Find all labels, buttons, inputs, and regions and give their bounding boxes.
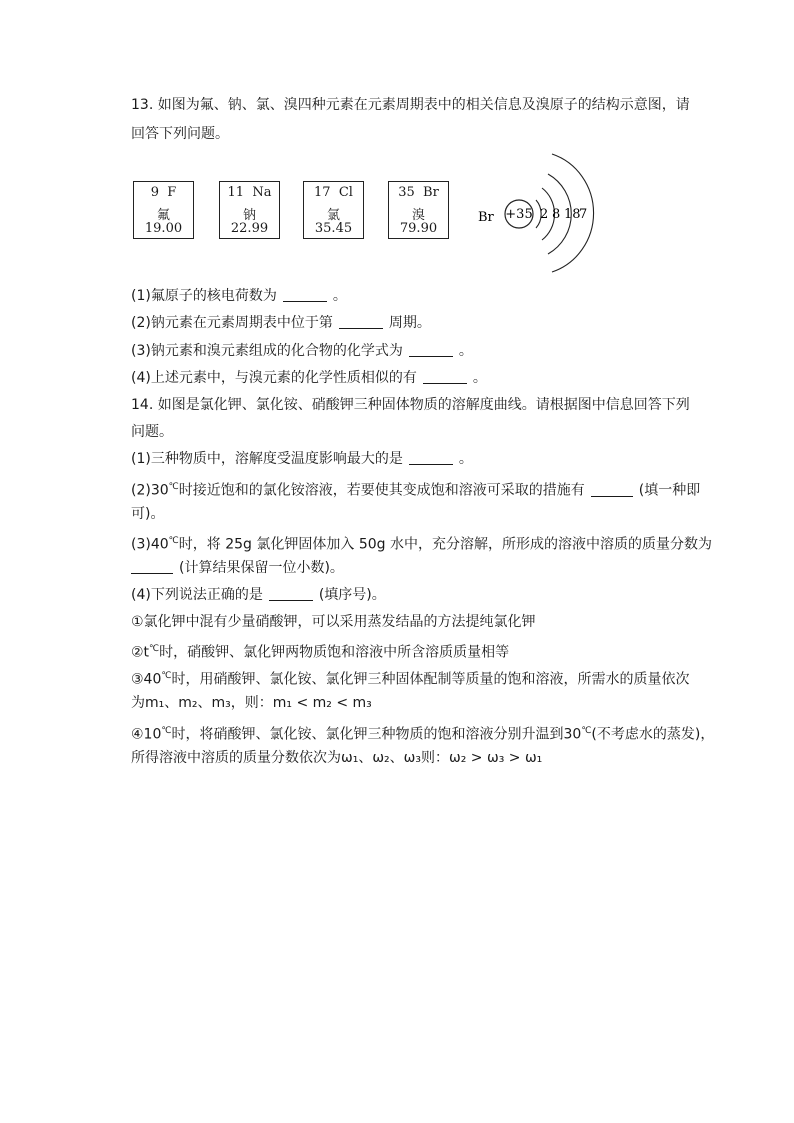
element-name: 氯	[326, 208, 340, 223]
shell-electrons-3: 18	[564, 207, 581, 222]
answer-blank[interactable]	[269, 586, 313, 601]
element-name: 钠	[242, 208, 256, 223]
answer-blank[interactable]	[591, 482, 633, 497]
q14-option-2: ②t℃时，硝酸钾、氯化钾两物质饱和溶液中所含溶质质量相等	[131, 644, 510, 661]
element-symbol: Br	[423, 185, 439, 200]
atomic-mass: 22.99	[230, 221, 269, 236]
answer-blank[interactable]	[131, 559, 173, 574]
q14-sub3-line2: (计算结果保留一位小数)。	[131, 558, 344, 578]
atomic-number: 9	[150, 185, 159, 200]
element-symbol: Cl	[338, 185, 353, 200]
element-card-na	[219, 181, 280, 239]
shell-electrons-2: 8	[552, 207, 561, 222]
element-name: 溴	[411, 208, 425, 223]
answer-blank[interactable]	[423, 369, 467, 384]
q13-sub3: (3)钠元素和溴元素组成的化合物的化学式为 。	[131, 343, 473, 359]
q14-option-4-line2: 所得溶液中溶质的质量分数依次为ω₁、ω₂、ω₃则：ω₂ > ω₃ > ω₁	[131, 750, 543, 766]
atomic-number: 11	[227, 185, 245, 200]
q14-sub2-line2: 可)。	[131, 506, 165, 522]
q13-sub1: (1)氟原子的核电荷数为 。	[131, 288, 347, 304]
q14-sub2: (2)30℃时接近饱和的氯化铵溶液，若要使其变成饱和溶液可采取的措施有 (填一种即	[131, 482, 701, 499]
atomic-mass: 35.45	[314, 221, 353, 236]
atomic-mass: 19.00	[144, 221, 183, 236]
answer-blank[interactable]	[339, 314, 383, 329]
element-card-f	[133, 181, 194, 239]
q14-option-3-line2: 为m₁、m₂、m₃，则：m₁ < m₂ < m₃	[131, 695, 372, 711]
q14-option-3: ③40℃时，用硝酸钾、氯化铵、氯化钾三种固体配制等质量的饱和溶液，所需水的质量依次	[131, 671, 690, 688]
bromine-atom-diagram	[470, 148, 600, 276]
element-card-cl	[303, 181, 364, 239]
atomic-number: 17	[314, 185, 331, 200]
q14-sub1: (1)三种物质中，溶解度受温度影响最大的是 。	[131, 451, 473, 467]
q13-sub2: (2)钠元素在元素周期表中位于第 周期。	[131, 315, 431, 331]
q13-stem-line1: 13. 如图为氟、钠、氯、溴四种元素在元素周期表中的相关信息及溴原子的结构示意图，请	[131, 97, 690, 113]
q13-sub4: (4)上述元素中，与溴元素的化学性质相似的有 。	[131, 370, 487, 386]
q14-option-4: ④10℃时，将硝酸钾、氯化铵、氯化钾三种物质的饱和溶液分别升温到30℃(不考虑水的蒸发)，	[131, 726, 715, 743]
element-symbol: F	[167, 185, 177, 200]
q13-stem-line2: 回答下列问题。	[131, 126, 229, 142]
shell-electrons-1: 2	[540, 207, 549, 222]
atom-label: Br	[478, 210, 494, 225]
q14-stem-line2: 问题。	[131, 424, 173, 440]
answer-blank[interactable]	[409, 450, 453, 465]
nucleus-charge: +35	[505, 207, 533, 222]
q14-option-1: ①氯化钾中混有少量硝酸钾，可以采用蒸发结晶的方法提纯氯化钾	[131, 614, 536, 630]
q14-sub4: (4)下列说法正确的是 (填序号)。	[131, 587, 386, 603]
answer-blank[interactable]	[283, 287, 327, 302]
shell-electrons-4: 7	[579, 207, 588, 222]
q14-stem-line1: 14. 如图是氯化钾、氯化铵、硝酸钾三种固体物质的溶解度曲线。请根据图中信息回答下列	[131, 397, 690, 413]
element-card-br	[388, 181, 449, 239]
element-symbol: Na	[252, 185, 272, 200]
q14-sub3: (3)40℃时，将 25g 氯化钾固体加入 50g 水中，充分溶解，所形成的溶液中溶质的质量分数为	[131, 536, 712, 553]
answer-blank[interactable]	[409, 342, 453, 357]
element-name: 氟	[156, 208, 170, 223]
atomic-mass: 79.90	[399, 221, 438, 236]
atomic-number: 35	[398, 185, 415, 200]
